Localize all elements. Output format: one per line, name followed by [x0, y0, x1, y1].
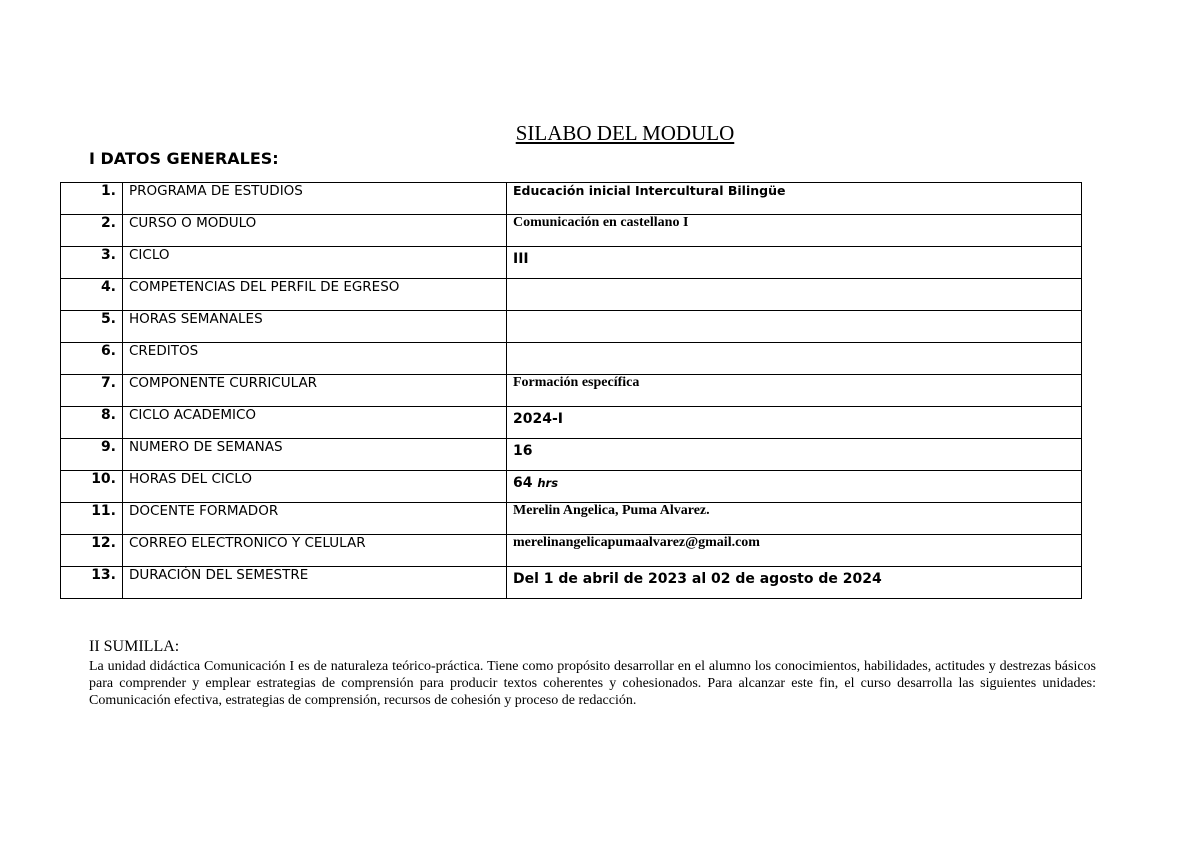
row-value	[507, 311, 1082, 343]
row-number: 9.	[61, 439, 123, 471]
table-row	[61, 247, 1082, 279]
row-label: PROGRAMA DE ESTUDIOS	[123, 183, 507, 215]
general-data-table	[60, 182, 1082, 599]
row-value: Educación inicial Intercultural Bilingüe	[507, 183, 1082, 215]
row-label: COMPETENCIAS DEL PERFIL DE EGRESO	[123, 279, 507, 311]
table-row	[61, 279, 1082, 311]
row-label: CREDITOS	[123, 343, 507, 375]
row-label: COMPONENTE CURRICULAR	[123, 375, 507, 407]
row-label: CICLO	[123, 247, 507, 279]
row-value: 64	[513, 475, 533, 491]
row-number: 5.	[61, 311, 123, 343]
row-number: 1.	[61, 183, 123, 215]
row-label: CORREO ELECTRONICO Y CELULAR	[123, 535, 507, 567]
table-row	[61, 183, 1082, 215]
table-row	[61, 407, 1082, 439]
section-heading-datos-generales: I DATOS GENERALES:	[89, 149, 279, 168]
row-label: CURSO O MODULO	[123, 215, 507, 247]
row-value: merelinangelicapumaalvarez@gmail.com	[507, 535, 1082, 567]
table-row	[61, 567, 1082, 599]
row-number: 7.	[61, 375, 123, 407]
row-value: Comunicación en castellano I	[507, 215, 1082, 247]
row-number: 3.	[61, 247, 123, 279]
row-value: Formación específica	[507, 375, 1082, 407]
row-value: Merelin Angelica, Puma Alvarez.	[507, 503, 1082, 535]
section-heading-sumilla: II SUMILLA:	[89, 638, 180, 655]
row-value	[507, 343, 1082, 375]
table-row	[61, 471, 1082, 503]
row-value: 16	[507, 439, 1082, 471]
row-label: NUMERO DE SEMANAS	[123, 439, 507, 471]
table-row	[61, 503, 1082, 535]
table-row	[61, 343, 1082, 375]
row-number: 8.	[61, 407, 123, 439]
table-row	[61, 375, 1082, 407]
row-value: 2024-I	[507, 407, 1082, 439]
row-value: III	[507, 247, 1082, 279]
row-number: 12.	[61, 535, 123, 567]
row-label: HORAS SEMANALES	[123, 311, 507, 343]
row-number: 2.	[61, 215, 123, 247]
row-number: 13.	[61, 567, 123, 599]
table-row	[61, 535, 1082, 567]
table-row	[61, 311, 1082, 343]
table-row	[61, 215, 1082, 247]
row-label: CICLO ACADEMICO	[123, 407, 507, 439]
row-number: 6.	[61, 343, 123, 375]
row-value-unit: hrs	[537, 476, 559, 490]
row-value-cell	[507, 471, 1082, 503]
sumilla-paragraph: La unidad didáctica Comunicación I es de naturaleza teórico-práctica. Tiene como propósito desarrollar en el alumno los conocimientos, habilidades, actitudes y destrezas básicos para comprender y emplear estrategias de comprensión para producir textos coherentes y cohesionados. Para alcanzar este fin, el curso desarrolla las siguientes unidades: Comunicación efectiva, estrategias de comprensión, recursos de cohesión y proceso de redacción.	[89, 659, 1096, 708]
row-value: Del 1 de abril de 2023 al 02 de agosto de 2024	[507, 567, 1082, 599]
row-number: 11.	[61, 503, 123, 535]
table-row	[61, 439, 1082, 471]
row-label: DOCENTE FORMADOR	[123, 503, 507, 535]
row-number: 4.	[61, 279, 123, 311]
row-number: 10.	[61, 471, 123, 503]
document-title: SILABO DEL MODULO	[515, 121, 735, 145]
row-label: HORAS DEL CICLO	[123, 471, 507, 503]
row-label: DURACIÓN DEL SEMESTRE	[123, 567, 507, 599]
row-value	[507, 279, 1082, 311]
